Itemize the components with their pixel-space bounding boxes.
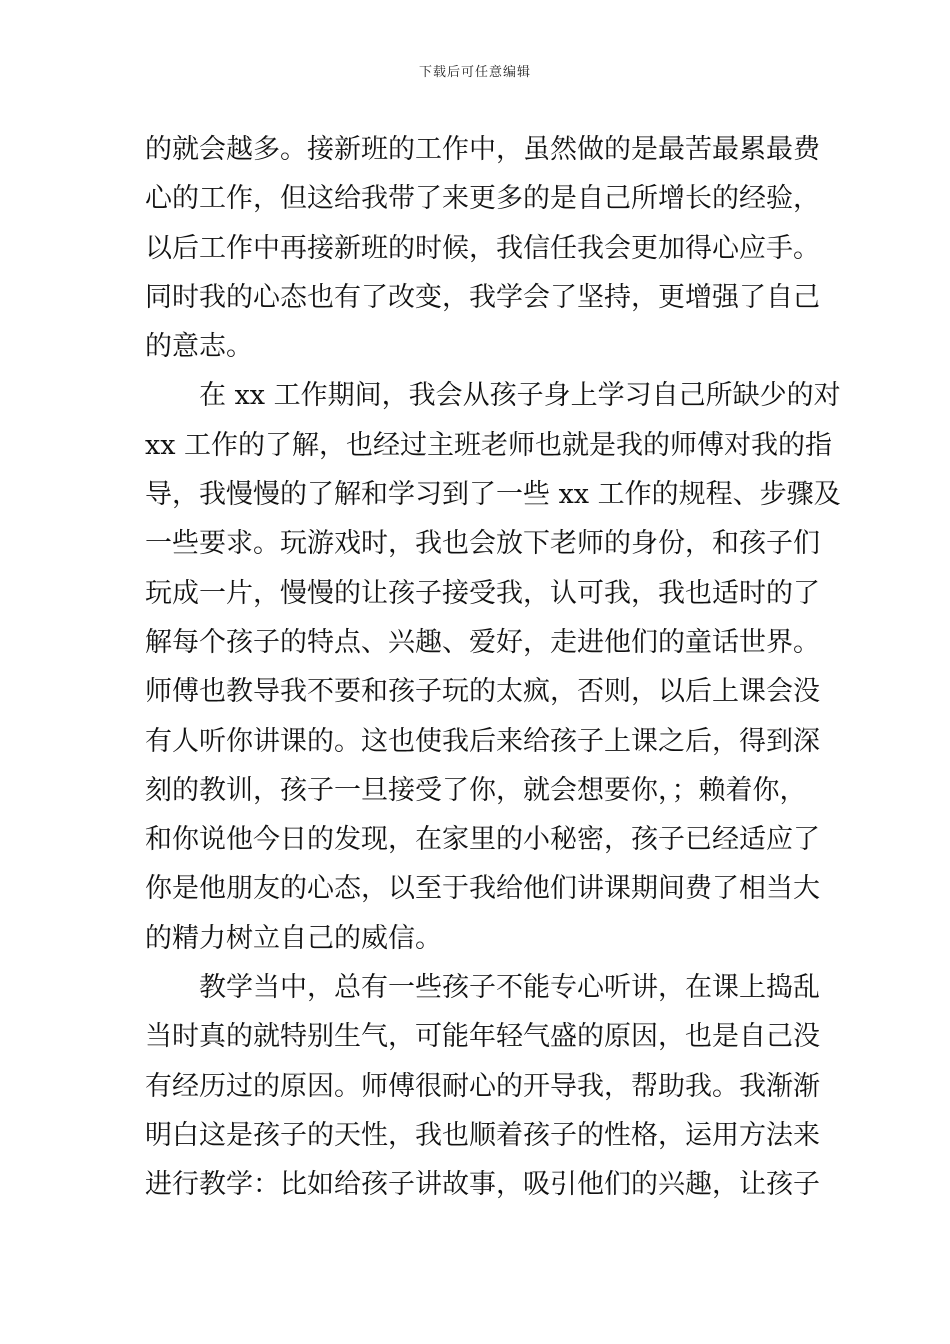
text-line: 以后工作中再接新班的时候，我信任我会更加得心应手。 [145, 232, 820, 264]
paragraph-1 [145, 125, 820, 371]
paragraph-3 [145, 963, 820, 1209]
page-header: 下载后可任意编辑 [418, 65, 531, 80]
document-body [145, 125, 841, 1210]
text-line: 导，我慢慢的了解和学习到了一些 xx 工作的规程、步骤及 [145, 479, 841, 511]
text-line: 心的工作，但这给我带了来更多的是自己所增长的经验， [145, 183, 820, 215]
text-line-first: 教学当中，总有一些孩子不能专心听讲，在课上捣乱 [199, 972, 820, 1004]
text-line-first: 在 xx 工作期间，我会从孩子身上学习自己所缺少的对 [199, 380, 841, 412]
text-line: 的就会越多。接新班的工作中，虽然做的是最苦最累最费 [145, 134, 820, 165]
text-line: 解每个孩子的特点、兴趣、爱好，走进他们的童话世界。 [145, 626, 820, 658]
text-line: 明白这是孩子的天性，我也顺着孩子的性格，运用方法来 [145, 1119, 820, 1151]
paragraph-2 [145, 371, 841, 963]
text-line: 的精力树立自己的威信。 [145, 922, 442, 954]
text-line: 师傅也教导我不要和孩子玩的太疯，否则，以后上课会没 [145, 676, 820, 708]
text-line: 进行教学：比如给孩子讲故事，吸引他们的兴趣，让孩子 [145, 1169, 820, 1201]
text-line: xx 工作的了解，也经过主班老师也就是我的师傅对我的指 [145, 429, 833, 461]
text-line: 当时真的就特别生气，可能年轻气盛的原因，也是自己没 [145, 1021, 820, 1053]
text-line: 有经历过的原因。师傅很耐心的开导我，帮助我。我渐渐 [145, 1070, 820, 1102]
text-line: 有人听你讲课的。这也使我后来给孩子上课之后，得到深 [145, 725, 820, 757]
text-line: 和你说他今日的发现，在家里的小秘密，孩子已经适应了 [145, 824, 820, 856]
text-line: 同时我的心态也有了改变，我学会了坚持，更增强了自己 [145, 281, 820, 313]
text-line: 刻的教训，孩子一旦接受了你，就会想要你，；赖着你， [145, 774, 807, 806]
text-line: 玩成一片，慢慢的让孩子接受我，认可我，我也适时的了 [145, 577, 820, 609]
text-line: 一些要求。玩游戏时，我也会放下老师的身份，和孩子们 [145, 528, 820, 560]
text-line: 你是他朋友的心态，以至于我给他们讲课期间费了相当大 [145, 873, 820, 905]
text-line: 的意志。 [145, 331, 253, 363]
